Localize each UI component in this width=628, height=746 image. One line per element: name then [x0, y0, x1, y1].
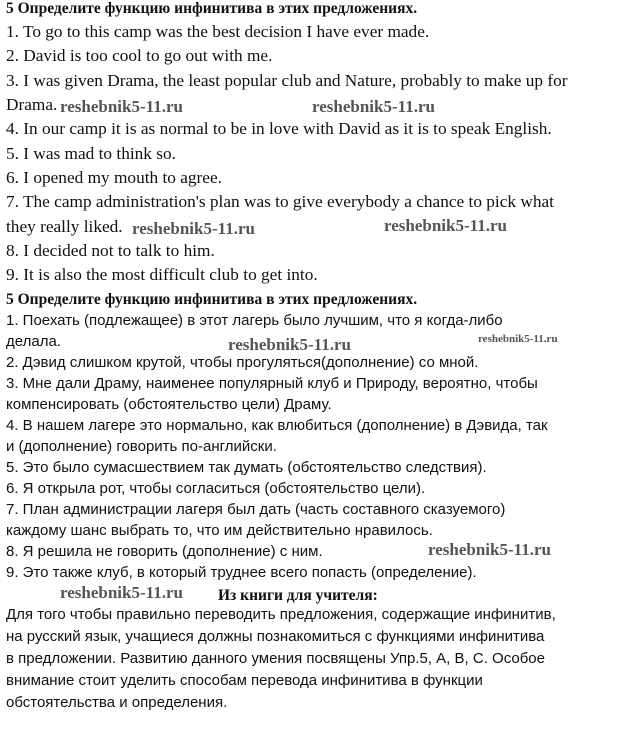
watermark: reshebnik5-11.ru [478, 333, 558, 345]
en-line: 9. It is also the most difficult club to get into. [6, 265, 318, 284]
teacher-line: Для того чтобы правильно переводить предложения, содержащие инфинитив, [6, 606, 556, 623]
ru-line: 2. Дэвид слишком крутой, чтобы прогуляться(дополнение) со мной. [6, 354, 479, 371]
ru-line: делала. [6, 333, 61, 350]
watermark: reshebnik5-11.ru [428, 540, 551, 559]
ru-line: 6. Я открыла рот, чтобы согласиться (обстоятельство цели). [6, 480, 426, 497]
teacher-line: в предложении. Развитию данного умения посвящены Упр.5, А, В, С. Особое [6, 650, 545, 667]
watermark: reshebnik5-11.ru [132, 219, 255, 238]
en-line: 1. To go to this camp was the best decision I have ever made. [6, 22, 430, 41]
ru-line: 9. Это также клуб, в который труднее всего попасть (определение). [6, 564, 477, 581]
en-line: 7. The camp administration's plan was to give everybody a chance to pick what [6, 192, 554, 211]
section1-heading: 5 Определите функцию инфинитива в этих предложениях. [6, 0, 418, 17]
ru-line: и (дополнение) говорить по-английски. [6, 438, 277, 455]
en-line: 5. I was mad to think so. [6, 144, 176, 163]
ru-line: 5. Это было сумасшествием так думать (обстоятельство следствия). [6, 459, 487, 476]
en-line: they really liked. [6, 217, 123, 236]
watermark: reshebnik5-11.ru [384, 216, 507, 235]
ru-line: 1. Поехать (подлежащее) в этот лагерь было лучшим, что я когда-либо [6, 312, 503, 329]
teacher-line: обстоятельства и определения. [6, 694, 228, 711]
ru-line: 4. В нашем лагере это нормально, как влюбиться (дополнение) в Дэвида, так [6, 417, 548, 434]
en-line: 3. I was given Drama, the least popular club and Nature, probably to make up for [6, 71, 568, 90]
watermark: reshebnik5-11.ru [60, 583, 183, 602]
watermark: reshebnik5-11.ru [60, 97, 183, 116]
watermark: reshebnik5-11.ru [228, 335, 351, 354]
ru-line: каждому шанс выбрать то, что им действительно нравилось. [6, 522, 433, 539]
en-line: 4. In our camp it is as normal to be in love with David as it is to speak English. [6, 119, 552, 138]
watermark: reshebnik5-11.ru [312, 97, 435, 116]
ru-line: компенсировать (обстоятельство цели) Драму. [6, 396, 332, 413]
en-line: 2. David is too cool to go out with me. [6, 46, 273, 65]
section2-heading: 5 Определите функцию инфинитива в этих предложениях. [6, 291, 418, 308]
en-line: 6. I opened my mouth to agree. [6, 168, 222, 187]
teacher-heading: Из книги для учителя: [218, 587, 378, 604]
teacher-line: на русский язык, учащиеся должны познакомиться с функциями инфинитива [6, 628, 545, 645]
ru-line: 8. Я решила не говорить (дополнение) с ним. [6, 543, 323, 560]
en-line: Drama. [6, 95, 58, 114]
en-line: 8. I decided not to talk to him. [6, 241, 215, 260]
ru-line: 7. План администрации лагеря был дать (часть составного сказуемого) [6, 501, 506, 518]
teacher-line: внимание стоит уделить способам перевода инфинитива в функции [6, 672, 483, 689]
ru-line: 3. Мне дали Драму, наименее популярный клуб и Природу, вероятно, чтобы [6, 375, 538, 392]
